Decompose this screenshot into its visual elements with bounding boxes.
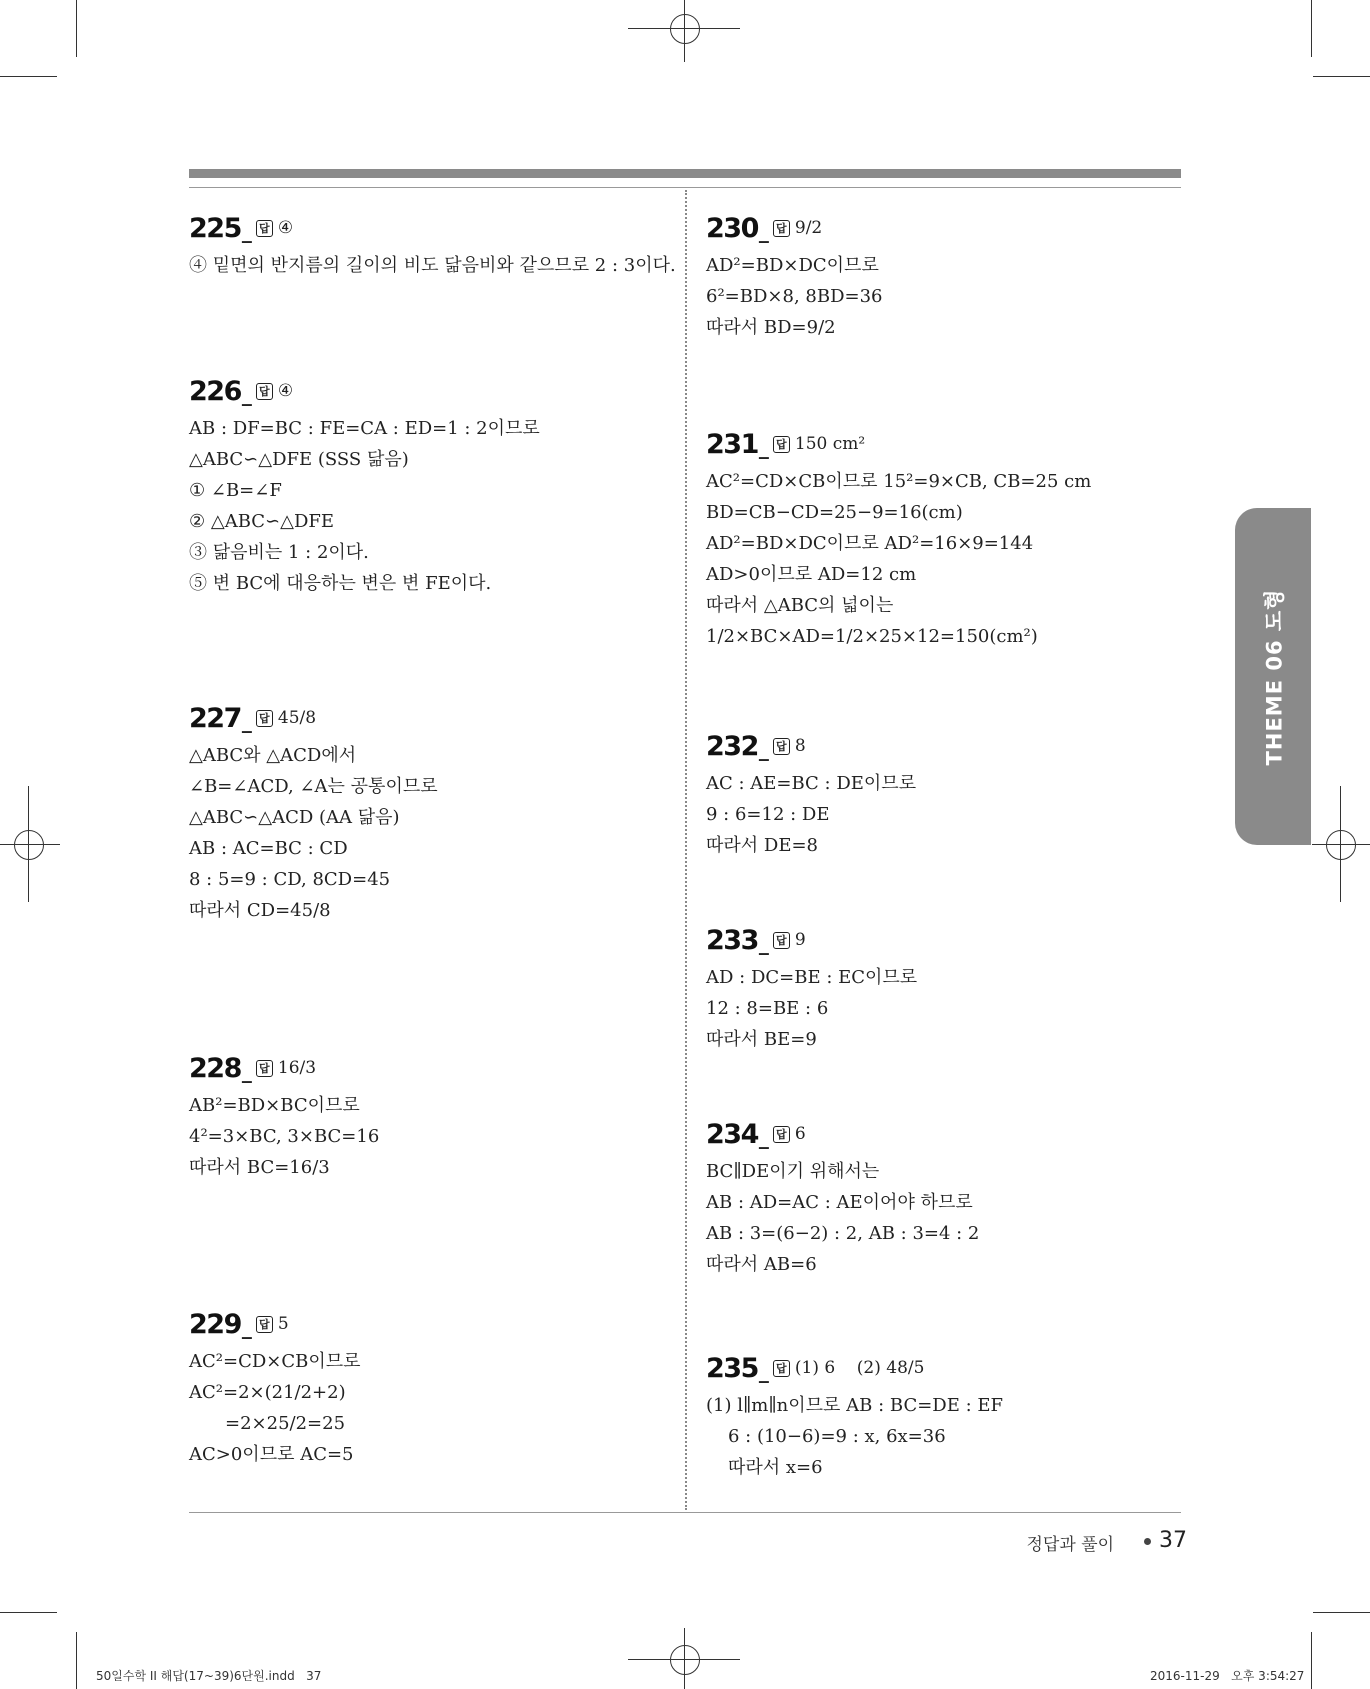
footer-bullet [1144,1538,1151,1545]
solution-line: 8 : 5=9 : CD, 8CD=45 [189,869,391,890]
answer-badge: 답 [773,1126,790,1143]
theme-side-tab-label: THEME 06 도형 [1262,588,1286,765]
crop-mark [0,1612,57,1613]
problem-answer: 16/3 [277,1058,317,1078]
solution-line: ⑤ 변 BC에 대응하는 변은 변 FE이다. [189,573,492,594]
problem-answer: 45/8 [277,708,317,728]
column-divider [685,190,687,1510]
solution-line: 6 : (10−6)=9 : x, 6x=36 [728,1426,946,1447]
crop-mark [1313,1612,1370,1613]
solution-line: ④ 밑면의 반지름의 길이의 비도 닮음비와 같으므로 2 : 3이다. [189,255,676,276]
problem-234: 234 _ 답 6 BC∥DE이기 위해서는 AB : AD=AC : AE이어야 하므로 AB : 3=(6−2) : 2, AB : 3=4 : 2 따라서 AB=6 [706,1116,1176,1280]
problem-number: 235 [706,1352,758,1384]
solution-line: 4²=3×BC, 3×BC=16 [189,1126,380,1147]
answer-badge: 답 [773,738,790,755]
print-timestamp: 2016-11-29 오후 3:54:27 [1150,1669,1305,1683]
problem-233: 233 _ 답 9 AD : DC=BE : EC이므로 12 : 8=BE : 6 따라서 BE=9 [706,922,1176,1055]
problem-answer: ④ [277,381,294,401]
solution-line: 6²=BD×8, 8BD=36 [706,286,883,307]
crop-mark [1311,0,1312,57]
solution-line: 9 : 6=12 : DE [706,804,830,825]
problem-227: 227 _ 답 45/8 △ABC와 △ACD에서 ∠B=∠ACD, ∠A는 공통이므로 △ABC∽△ACD (AA 닮음) AB : AC=BC : CD 8 : 5=9 : CD, 8CD=45 따라서 CD=45/8 [189,700,659,926]
problem-number: 233 [706,924,758,956]
problem-number: 231 [706,428,758,460]
answer-badge: 답 [256,383,273,400]
solution-line: AD : DC=BE : EC이므로 [706,967,918,988]
footer-label: 정답과 풀이 [1026,1535,1114,1555]
solution-line: ∠B=∠ACD, ∠A는 공통이므로 [189,776,438,797]
solution-line: BC∥DE이기 위해서는 [706,1161,880,1182]
problem-232: 232 _ 답 8 AC : AE=BC : DE이므로 9 : 6=12 : DE 따라서 DE=8 [706,728,1176,861]
answer-badge: 답 [256,1060,273,1077]
solution-line: ① ∠B=∠F [189,480,282,501]
problem-number: 227 [189,702,241,734]
solution-line: AC : AE=BC : DE이므로 [706,773,917,794]
problem-number: 226 [189,375,241,407]
solution-line: AC²=CD×CB이므로 [189,1351,361,1372]
solution-line: AB : AD=AC : AE이어야 하므로 [706,1192,973,1213]
problem-229: 229 _ 답 5 AC²=CD×CB이므로 AC²=2×(21/2+2) =2×25/2=25 AC>0이므로 AC=5 [189,1306,659,1470]
crop-mark [0,76,57,77]
solution-line: ③ 닮음비는 1 : 2이다. [189,542,369,563]
solution-line: AD²=BD×DC이므로 [706,255,879,276]
solution-line: AB²=BD×BC이므로 [189,1095,360,1116]
problem-answer: 9 [794,930,806,950]
solution-line: △ABC와 △ACD에서 [189,745,357,766]
header-bar [189,169,1181,178]
page-number: 37 [1159,1528,1187,1553]
answer-badge: 답 [773,220,790,237]
solution-line: △ABC∽△DFE (SSS 닮음) [189,449,409,470]
solution-line: 따라서 BC=16/3 [189,1157,330,1178]
solution-line: AB : DF=BC : FE=CA : ED=1 : 2이므로 [189,418,540,439]
answer-badge: 답 [773,932,790,949]
solution-line: 12 : 8=BE : 6 [706,998,829,1019]
problem-number: 225 [189,212,241,244]
solution-line: AB : AC=BC : CD [189,838,348,859]
solution-line: BD=CB−CD=25−9=16(cm) [706,502,963,523]
print-file-name: 50일수학 II 해답(17~39)6단원.indd 37 [96,1669,322,1683]
footer-rule [189,1512,1181,1513]
answer-badge: 답 [256,220,273,237]
problem-number: 232 [706,730,758,762]
solution-line: 따라서 CD=45/8 [189,900,331,921]
solution-line: =2×25/2=25 [225,1413,346,1434]
solution-line: 따라서 BD=9/2 [706,317,836,338]
solution-line: AD²=BD×DC이므로 AD²=16×9=144 [706,533,1034,554]
theme-side-tab [1235,508,1311,845]
solution-line: 따라서 x=6 [728,1457,823,1478]
crop-mark [76,1632,77,1689]
problem-answer: 9/2 [794,218,823,238]
solution-line: 따라서 AB=6 [706,1254,817,1275]
problem-answer: ④ [277,218,294,238]
crop-mark [1313,76,1370,77]
solution-line: AB : 3=(6−2) : 2, AB : 3=4 : 2 [706,1223,980,1244]
problem-235: 235 _ 답 (1) 6 (2) 48/5 (1) l∥m∥n이므로 AB : BC=DE : EF 6 : (10−6)=9 : x, 6x=36 따라서 x=6 [706,1350,1176,1483]
problem-answer: 6 [794,1124,806,1144]
answer-badge: 답 [256,710,273,727]
solution-line: 1/2×BC×AD=1/2×25×12=150(cm²) [706,626,1038,647]
header-rule [189,187,1181,188]
answer-badge: 답 [773,436,790,453]
solution-line: 따라서 DE=8 [706,835,818,856]
solution-line: (1) l∥m∥n이므로 AB : BC=DE : EF [706,1395,1004,1416]
problem-number: 234 [706,1118,758,1150]
problem-225: 225 _ 답 ④ ④ 밑면의 반지름의 길이의 비도 닮음비와 같으므로 2 : 3이다. [189,210,659,281]
solution-line: 따라서 △ABC의 넓이는 [706,595,894,616]
solution-line: AC²=2×(21/2+2) [189,1382,346,1403]
problem-answer: 8 [794,736,806,756]
problem-answer: 150 cm² [794,434,866,454]
solution-line: 따라서 BE=9 [706,1029,817,1050]
solution-line: ② △ABC∽△DFE [189,511,335,532]
solution-line: AC²=CD×CB이므로 15²=9×CB, CB=25 cm [706,471,1092,492]
answer-badge: 답 [773,1360,790,1377]
problem-228: 228 _ 답 16/3 AB²=BD×BC이므로 4²=3×BC, 3×BC=16 따라서 BC=16/3 [189,1050,659,1183]
problem-number: 230 [706,212,758,244]
problem-number: 229 [189,1308,241,1340]
problem-number: 228 [189,1052,241,1084]
crop-mark [1311,1632,1312,1689]
problem-230: 230 _ 답 9/2 AD²=BD×DC이므로 6²=BD×8, 8BD=36 따라서 BD=9/2 [706,210,1176,343]
problem-answer: 5 [277,1314,289,1334]
crop-mark [76,0,77,57]
answer-badge: 답 [256,1316,273,1333]
problem-answer: (1) 6 (2) 48/5 [794,1358,925,1378]
problem-231: 231 _ 답 150 cm² AC²=CD×CB이므로 15²=9×CB, CB=25 cm BD=CB−CD=25−9=16(cm) AD²=BD×DC이므로 AD²=16×9=144 AD>0이므로 AD=12 cm 따라서 △ABC의 넓이는 1/2×BC×AD=1/2×25×12=150(cm²) [706,426,1176,652]
solution-line: △ABC∽△ACD (AA 닮음) [189,807,400,828]
solution-line: AD>0이므로 AD=12 cm [706,564,917,585]
problem-226: 226 _ 답 ④ AB : DF=BC : FE=CA : ED=1 : 2이므로 △ABC∽△DFE (SSS 닮음) ① ∠B=∠F ② △ABC∽△DFE ③ 닮음비는 1 : 2이다. ⑤ 변 BC에 대응하는 변은 변 FE이다. [189,373,659,599]
solution-line: AC>0이므로 AC=5 [189,1444,354,1465]
